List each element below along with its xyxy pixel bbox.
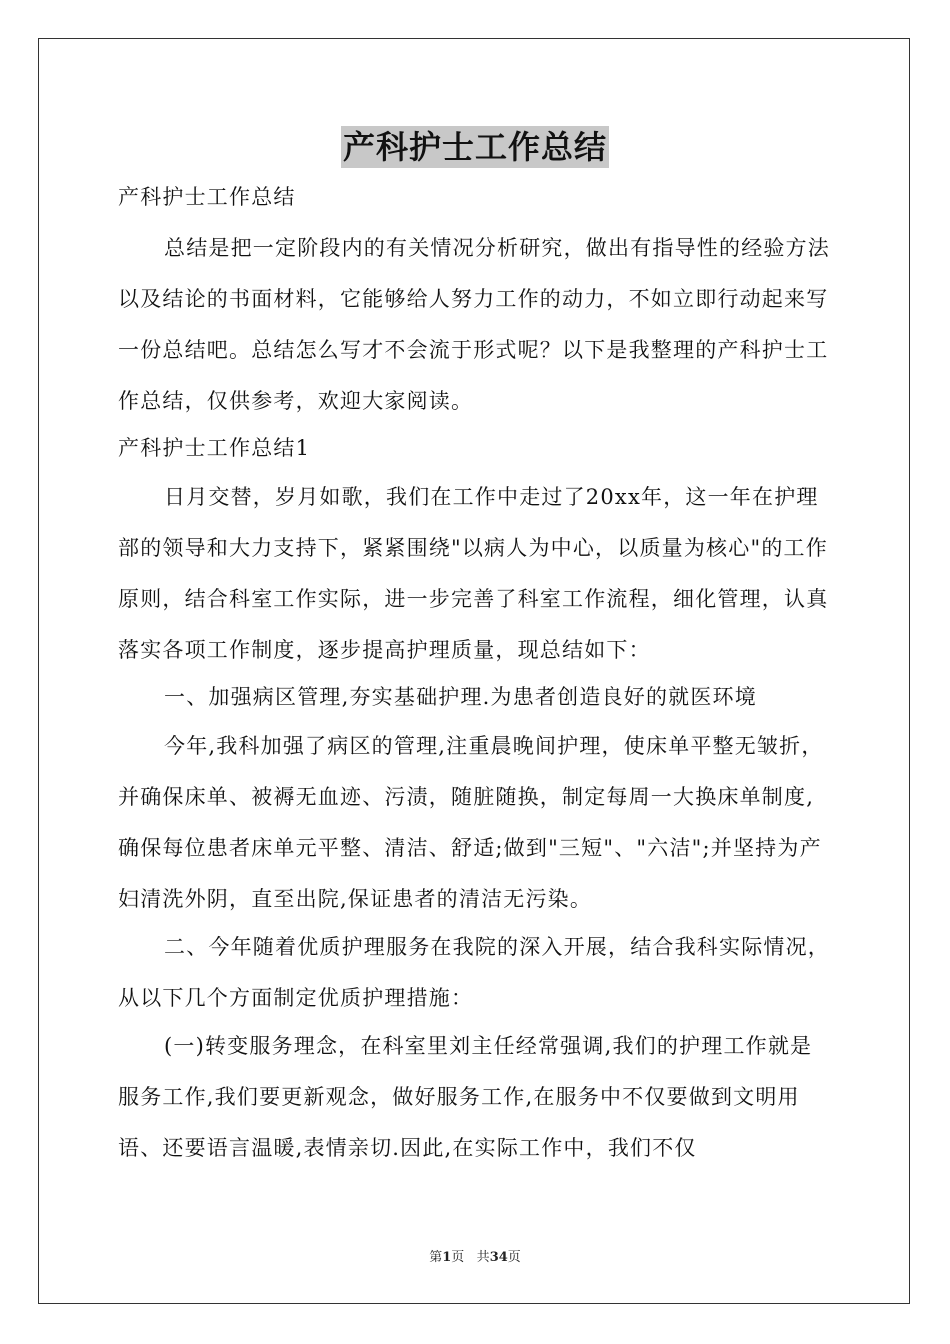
paragraph-4: (一)转变服务理念，在科室里刘主任经常强调,我们的护理工作就是服务工作,我们要更新观念，做好服务工作,在服务中不仅要做到文明用语、还要语言温暖,表情亲切.因此,在实际工作中，我们不仅 xyxy=(118,1034,813,1160)
section-heading: 产科护士工作总结1 xyxy=(118,436,311,460)
page-footer xyxy=(0,1246,950,1265)
paragraph-3: 二、今年随着优质护理服务在我院的深入开展，结合我科实际情况，从以下几个方面制定优质护理措施： xyxy=(118,935,830,1010)
paragraph-2: 今年,我科加强了病区的管理,注重晨晚间护理，使床单平整无皱折，并确保床单、被褥无血迹、污渍，随脏随换，制定每周一大换床单制度,确保每位患者床单元平整、清洁、舒适;做到"三短"、"六洁";并坚持为产妇清洗外阴，直至出院,保证患者的清洁无污染。 xyxy=(118,734,824,911)
paragraph-1: 日月交替，岁月如歌，我们在工作中走过了20xx年，这一年在护理部的领导和大力支持下，紧紧围绕"以病人为中心，以质量为核心"的工作原则，结合科室工作实际，进一步完善了科室工作流程，细化管理，认真落实各项工作制度，逐步提高护理质量，现总结如下： xyxy=(118,485,829,662)
footer-page-number: 1 xyxy=(442,1250,452,1265)
footer-total-suffix: 页 xyxy=(507,1250,521,1265)
heading-1: 一、加强病区管理,夯实基础护理.为患者创造良好的就医环境 xyxy=(164,685,757,709)
footer-total-pages: 34 xyxy=(489,1250,508,1265)
subtitle: 产科护士工作总结 xyxy=(118,185,296,209)
footer-page-suffix: 页 xyxy=(451,1250,465,1265)
document-title: 产科护士工作总结 xyxy=(342,128,607,166)
title-wrap xyxy=(0,126,950,168)
intro-paragraph: 总结是把一定阶段内的有关情况分析研究，做出有指导性的经验方法以及结论的书面材料，它能够给人努力工作的动力，不如立即行动起来写一份总结吧。总结怎么写才不会流于形式呢？以下是我整理的产科护士工作总结，仅供参考，欢迎大家阅读。 xyxy=(118,236,830,413)
footer-page-prefix: 第 xyxy=(429,1250,443,1265)
footer-total-prefix: 共 xyxy=(476,1250,490,1265)
